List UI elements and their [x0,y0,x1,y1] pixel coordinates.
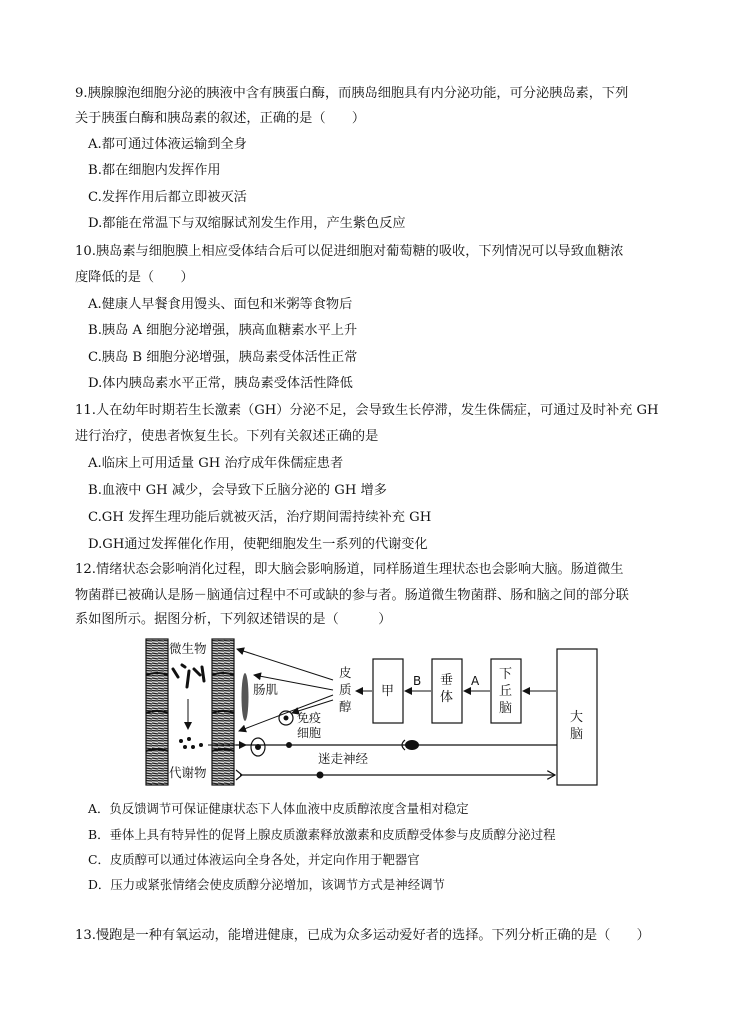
q12-option-c: C．皮质醇可以通过体液运向全身各处，并定向作用于靶器官 [88,852,420,867]
intestinal-wall-left [146,639,168,785]
label-microbes: 微生物 [169,641,207,656]
label-pituitary-1: 垂 [440,673,454,688]
q11-option-c: C.GH 发挥生理功能后就被灭活，治疗期间需持续补充 GH [88,510,432,525]
label-pituitary-2: 体 [440,690,454,705]
q9-option-b: B.都在细胞内发挥作用 [88,163,221,178]
q11-stem-line-2: 进行治疗，使患者恢复生长。下列有关叙述正确的是 [75,429,379,444]
q10-stem-line-1: 10.胰岛素与细胞膜上相应受体结合后可以促进细胞对葡萄糖的吸收，下列情况可以导致血糖浓 [75,244,624,259]
q9-option-a: A.都可通过体液运输到全身 [88,137,247,152]
q13-stem-line-1: 13.慢跑是一种有氧运动，能增进健康，已成为众多运动爱好者的选择。下列分析正确的是（ ） [75,928,650,943]
label-b: B [413,674,422,688]
q10-option-a: A.健康人早餐食用馒头、面包和米粥等食物后 [88,297,353,312]
label-hypothalamus-2: 丘 [499,684,513,699]
label-immune-line-2: 细胞 [297,726,322,740]
afferent-synapse [317,772,324,779]
efferent-nerve [236,740,557,750]
q10-option-b: B.胰岛 A 细胞分泌增强，胰高血糖素水平上升 [88,323,358,338]
label-cerebrum-2: 脑 [570,727,584,742]
intestinal-wall-right [212,639,234,785]
label-cerebrum-1: 大 [570,710,584,725]
q12-stem-line-2: 物菌群已被确认是肠－脑通信过程中不可或缺的参与者。肠道微生物菌群、肠和脑之间的部分联 [75,588,629,603]
label-hypothalamus-1: 下 [499,667,513,682]
q11-option-d: D.GH通过发挥催化作用，使靶细胞发生一系列的代谢变化 [88,537,428,552]
label-metabolites: 代谢物 [169,765,207,780]
q9-option-d: D.都能在常温下与双缩脲试剂发生作用，产生紫色反应 [88,216,406,231]
label-cortisol-3: 醇 [339,699,352,714]
q10-stem-line-2: 度降低的是（ ） [75,270,194,285]
q11-stem-line-1: 11.人在幼年时期若生长激素（GH）分泌不足，会导致生长停滞，发生侏儒症，可通过及时补充 GH [75,403,659,418]
q11-option-a: A.临床上可用适量 GH 治疗成年侏儒症患者 [88,456,344,471]
label-jia: 甲 [381,684,395,699]
label-a: A [471,674,480,688]
q12-stem-line-3: 系如图所示。据图分析，下列叙述错误的是（ ） [75,612,392,627]
label-hypothalamus-3: 脑 [499,701,513,716]
microbe-cluster [173,665,204,687]
gut-muscle-shape [242,673,249,721]
q12-option-d: D．压力或紧张情绪会使皮质醇分泌增加，该调节方式是神经调节 [88,877,445,892]
label-cortisol-1: 皮 [339,665,352,680]
q11-option-b: B.血液中 GH 减少，会导致下丘脑分泌的 GH 增多 [88,483,387,498]
label-vagus: 迷走神经 [318,751,369,766]
label-immune-line-1: 免疫 [297,711,322,725]
q9-option-c: C.发挥作用后都立即被灭活 [88,190,247,205]
gut-brain-axis-diagram [140,637,610,789]
metabolite-dots [179,737,203,749]
label-gut-muscle: 肠肌 [253,682,279,697]
q9-stem-line-2: 关于胰蛋白酶和胰岛素的叙述，正确的是（ ） [75,111,366,126]
q10-option-c: C.胰岛 B 细胞分泌增强，胰岛素受体活性正常 [88,350,358,365]
q9-stem-line-1: 9.胰腺腺泡细胞分泌的胰液中含有胰蛋白酶，而胰岛细胞具有内分泌功能，可分泌胰岛素，下列 [75,86,629,101]
q12-option-a: A．负反馈调节可保证健康状态下人体血液中皮质醇浓度含量相对稳定 [88,801,469,816]
q12-stem-line-1: 12.情绪状态会影响消化过程，即大脑会影响肠道，同样肠道生理状态也会影响大脑。肠道微生 [75,562,624,577]
q10-option-d: D.体内胰岛素水平正常，胰岛素受体活性降低 [88,376,353,391]
label-cortisol-2: 质 [339,682,352,697]
q12-option-b: B．垂体上具有特异性的促肾上腺皮质激素释放激素和皮质醇受体参与皮质醇分泌过程 [88,827,556,842]
